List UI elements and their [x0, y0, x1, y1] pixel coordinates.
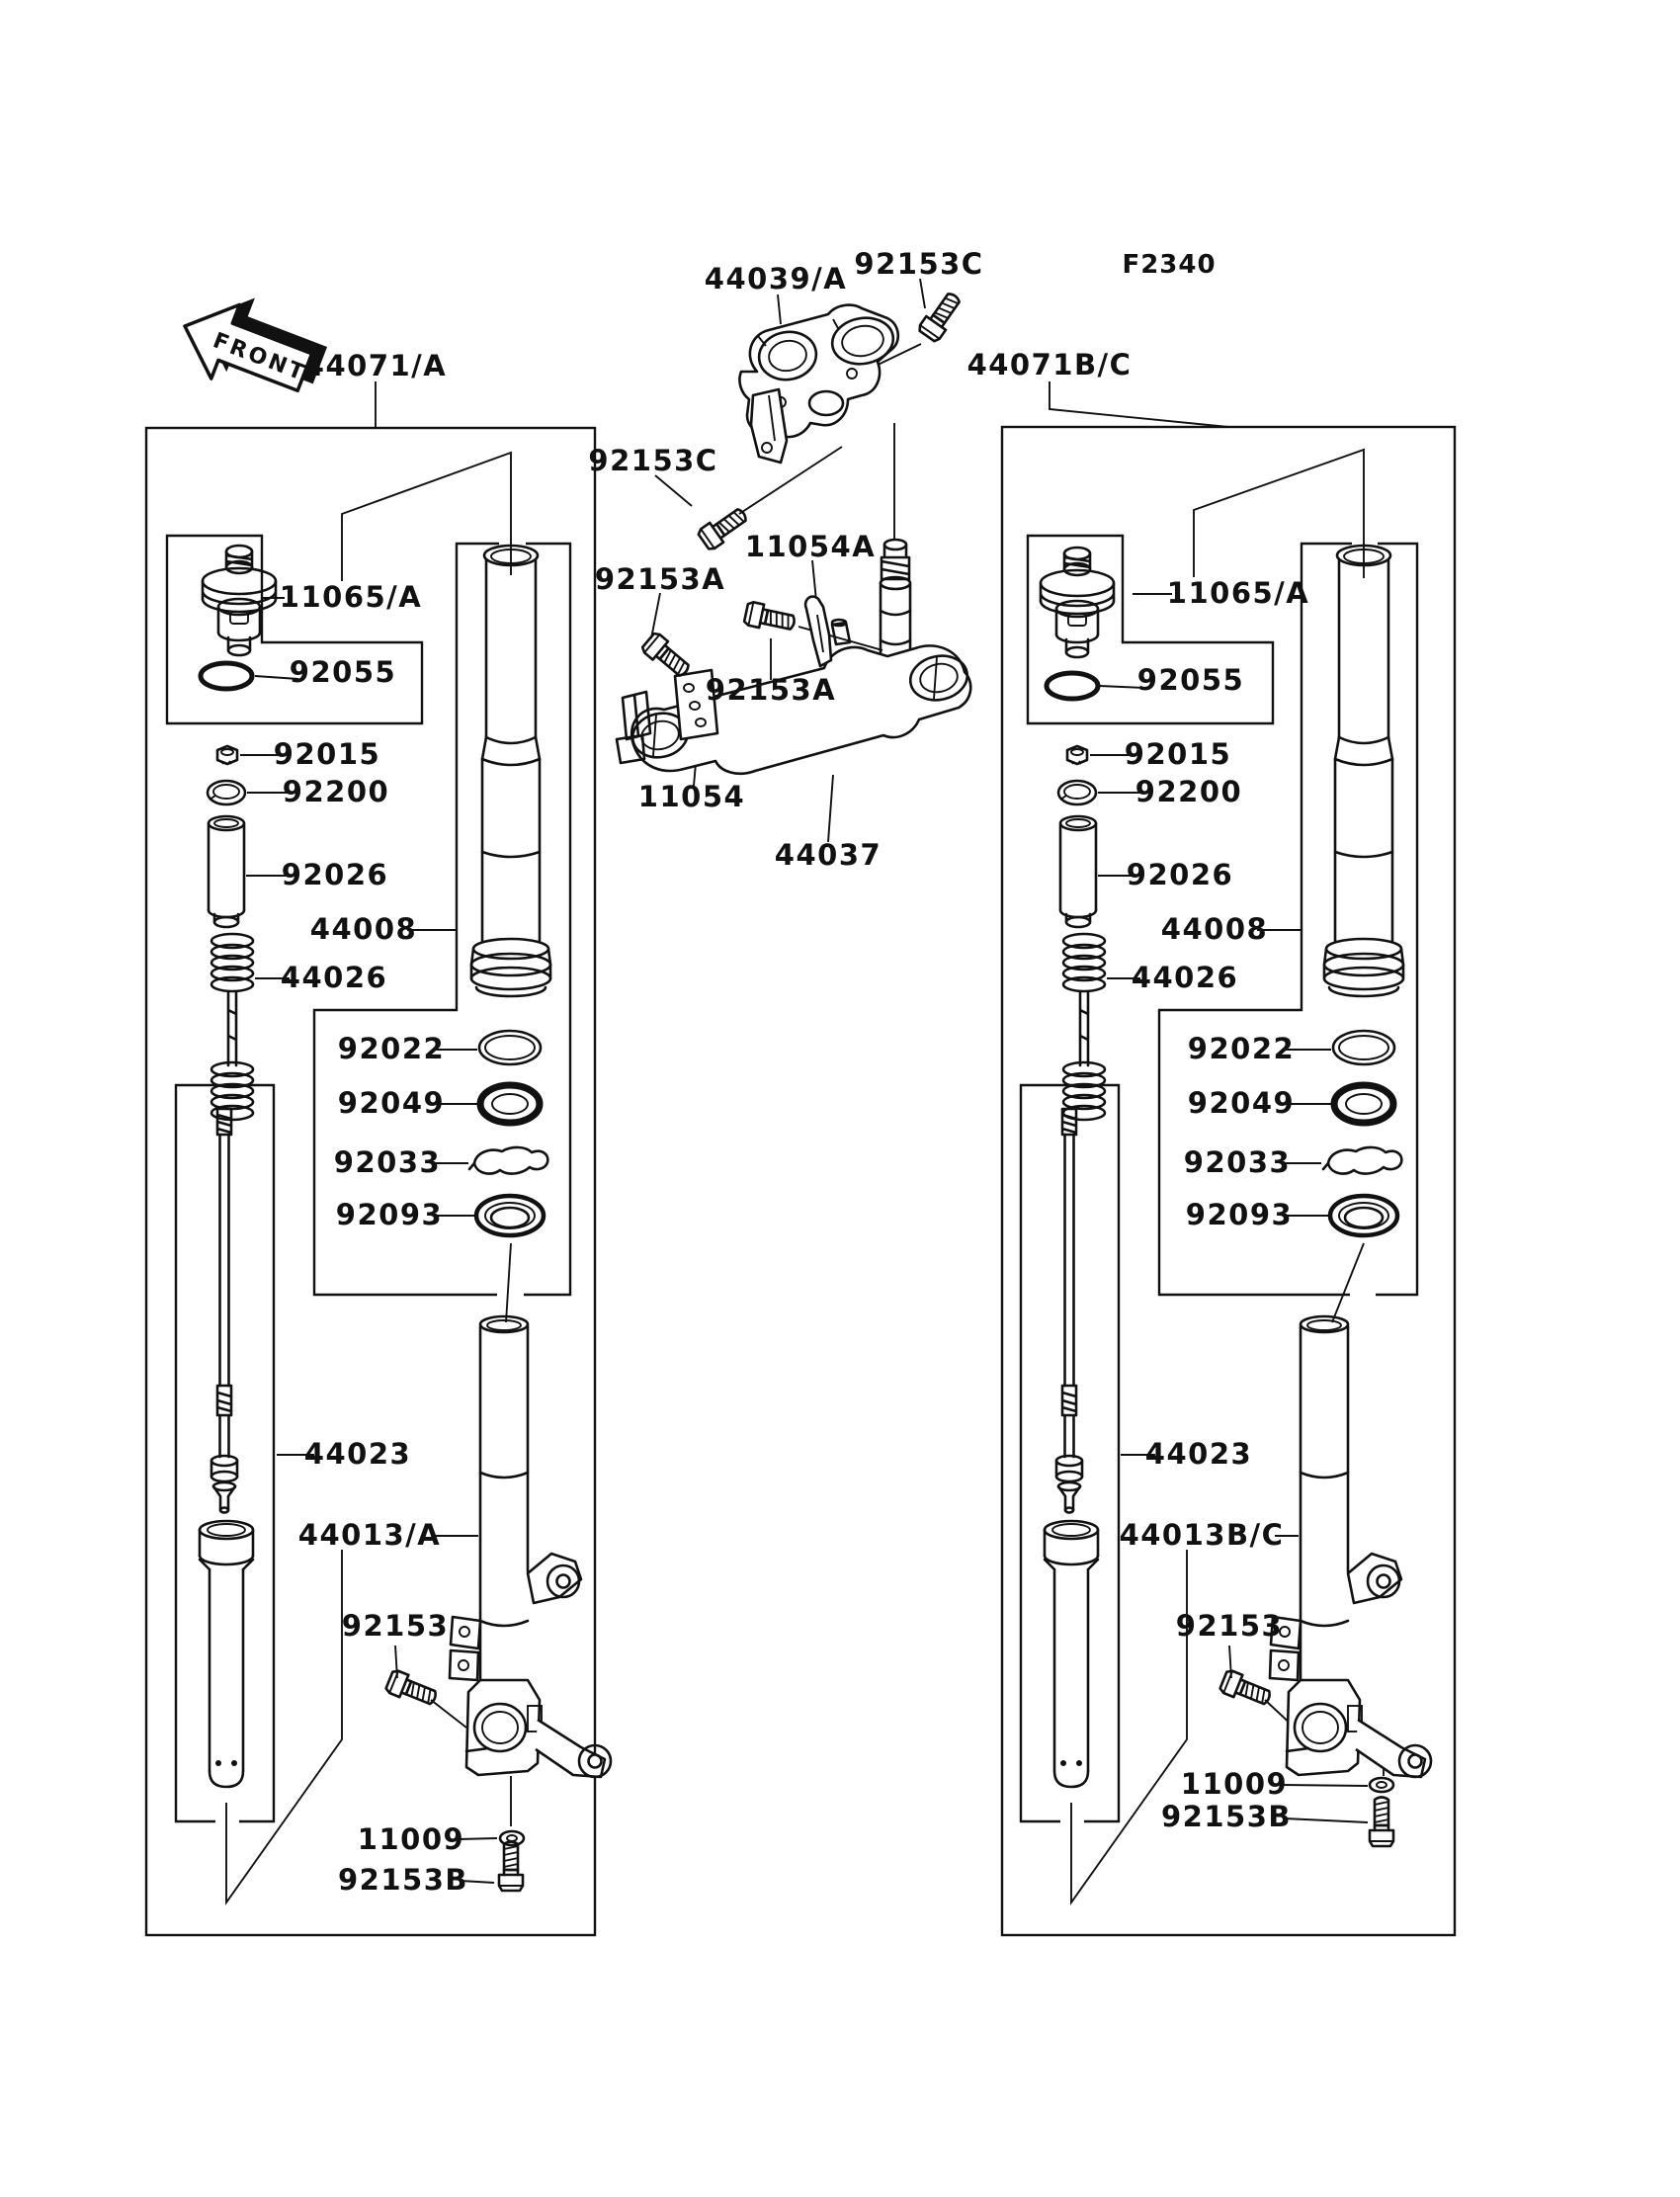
seal-set-left-drawing [469, 1031, 547, 1235]
part-label-92033-left: 92033 [333, 1145, 442, 1179]
part-label-11009-right: 11009 [1180, 1767, 1289, 1801]
part-label-44008-right: 44008 [1160, 912, 1269, 946]
right-damper-rod-box [1021, 1085, 1119, 1821]
lower-leg-44013-left-drawing [450, 1316, 611, 1777]
part-label-44023-left: 44023 [303, 1437, 412, 1471]
oring-92055-right-drawing [1047, 673, 1098, 699]
part-label-92153B-left: 92153B [338, 1863, 468, 1897]
bolt-92153-right-drawing [1219, 1669, 1274, 1710]
hook-bracket-drawing [805, 597, 831, 666]
part-label-92022-right: 92022 [1187, 1032, 1296, 1065]
part-label-92033-right: 92033 [1183, 1145, 1292, 1179]
spacer-92026-right-drawing [1060, 816, 1096, 927]
spring-44026-left-drawing [211, 934, 253, 1120]
part-label-92153B-right: 92153B [1161, 1800, 1292, 1833]
part-label-92153A-upper: 92153A [594, 562, 726, 596]
outer-tube-44008-left-drawing [471, 546, 550, 996]
lower-leg-44013-right-drawing [1270, 1316, 1431, 1777]
part-label-11054A: 11054A [744, 530, 877, 563]
right-assembly-box [1002, 427, 1455, 1935]
damper-rod-44023-left-drawing [211, 1109, 237, 1513]
oring-92055-left-drawing [201, 663, 252, 689]
part-label-44023-right: 44023 [1144, 1437, 1253, 1471]
right-assembly-drawings [1041, 546, 1431, 1846]
part-label-44071BC: 44071B/C [966, 348, 1133, 381]
part-label-44013A: 44013/A [297, 1518, 442, 1552]
part-label-92055-left: 92055 [289, 655, 397, 689]
bolt-92153C-top-drawing [917, 290, 965, 343]
spacer-92026-left-drawing [209, 816, 244, 927]
washer-92200-right-drawing [1058, 781, 1096, 804]
part-label-44026-right: 44026 [1131, 961, 1239, 994]
part-label-11009-left: 11009 [357, 1822, 465, 1856]
left-damper-rod-box [176, 1085, 274, 1821]
part-label-11065A-right: 11065/A [1166, 576, 1310, 610]
part-label-44026-left: 44026 [280, 961, 388, 994]
guide-tube-left-drawing [200, 1521, 253, 1787]
part-label-92093-left: 92093 [335, 1198, 444, 1231]
part-label-92049-right: 92049 [1187, 1086, 1296, 1120]
bolt-92153A-upper-drawing [640, 632, 693, 681]
part-label-44008-left: 44008 [309, 912, 418, 946]
figure-code-label: F2340 [1122, 250, 1217, 280]
seal-set-right-drawing [1323, 1031, 1401, 1235]
part-label-92026-left: 92026 [281, 858, 389, 891]
part-label-92022-left: 92022 [337, 1032, 446, 1065]
bolt-92153B-left-drawing [499, 1842, 523, 1892]
part-label-92015-left: 92015 [273, 737, 381, 771]
fork-cap-right-drawing [1041, 548, 1114, 657]
washer-92200-left-drawing [208, 781, 245, 804]
bolt-92153-left-drawing [385, 1669, 440, 1710]
guide-tube-right-drawing [1045, 1521, 1098, 1787]
part-label-92153C-mid: 92153C [588, 444, 718, 477]
part-label-92153C-top: 92153C [854, 247, 984, 281]
part-label-92200-left: 92200 [282, 775, 390, 808]
part-label-92026-right: 92026 [1126, 858, 1234, 891]
damper-rod-44023-right-drawing [1056, 1109, 1082, 1513]
front-arrow-label: FRONT [209, 328, 310, 387]
part-label-92200-right: 92200 [1134, 775, 1243, 808]
fork-cap-left-drawing [203, 546, 276, 655]
part-label-11065A-left: 11065/A [279, 580, 423, 614]
part-label-92153-right: 92153 [1175, 1609, 1284, 1643]
part-label-92153A-lower: 92153A [705, 673, 837, 707]
part-label-92015-right: 92015 [1124, 737, 1232, 771]
left-cap-kit-box [167, 536, 422, 723]
nut-92015-right-drawing [1067, 746, 1087, 764]
part-labels [274, 247, 1309, 1897]
part-label-92055-right: 92055 [1136, 663, 1245, 697]
outer-tube-44008-right-drawing [1324, 546, 1403, 996]
front-arrow [171, 278, 335, 413]
spring-44026-right-drawing [1063, 934, 1105, 1120]
bolt-92153C-mid-drawing [697, 504, 750, 551]
part-label-44071A: 44071/A [303, 349, 448, 382]
bolt-92153A-lower-drawing [744, 601, 797, 634]
part-label-92093-right: 92093 [1185, 1198, 1294, 1231]
part-label-11054: 11054 [637, 780, 746, 813]
part-label-92049-left: 92049 [337, 1086, 446, 1120]
bolt-92153B-right-drawing [1370, 1798, 1393, 1847]
part-label-44039A: 44039/A [704, 262, 848, 296]
upper-triple-clamp-drawing [739, 305, 897, 463]
part-label-44013BC: 44013B/C [1119, 1518, 1285, 1552]
part-label-92153-left: 92153 [341, 1609, 450, 1643]
nut-92015-left-drawing [217, 746, 237, 764]
part-label-44037: 44037 [774, 838, 882, 872]
washer-11009-right-drawing [1370, 1778, 1393, 1792]
